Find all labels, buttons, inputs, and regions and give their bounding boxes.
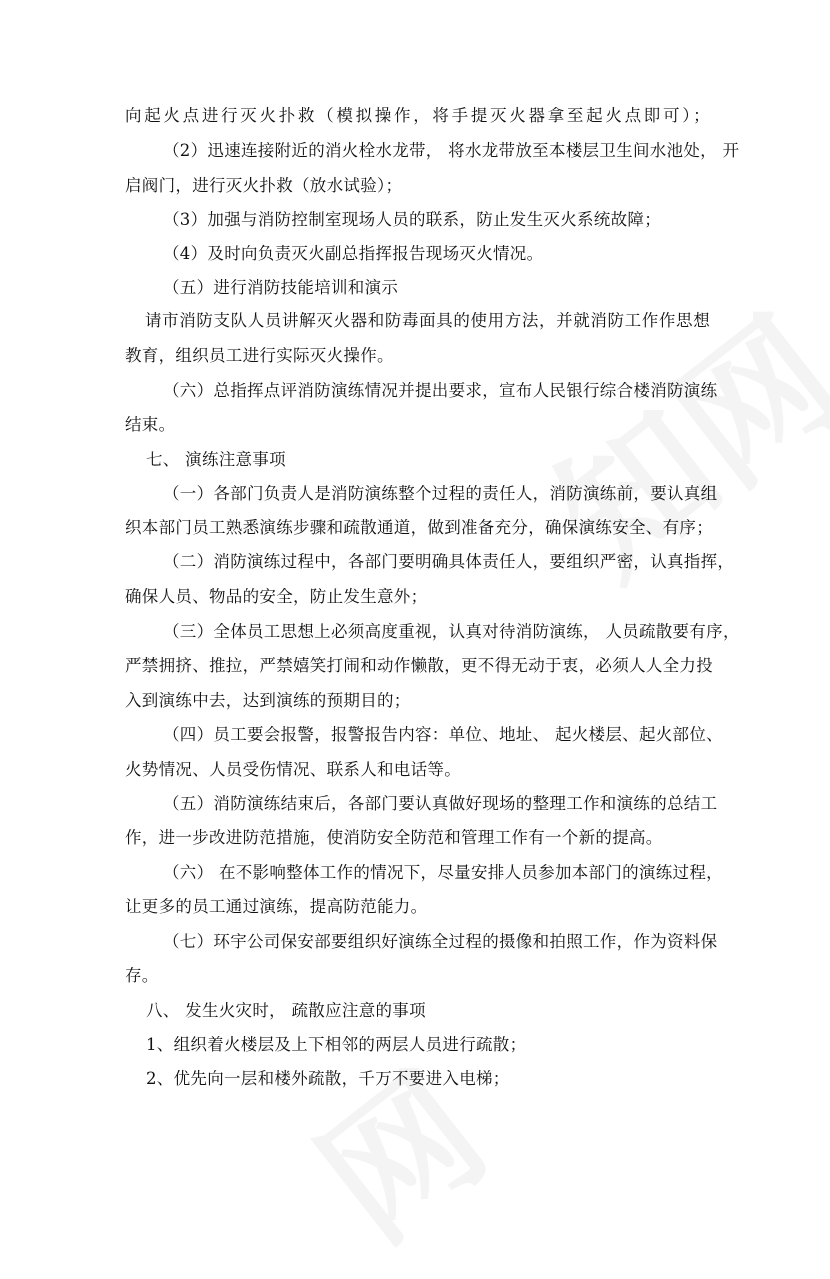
text-line: （七）环宇公司保安部要组织好演练全过程的摄像和拍照工作，作为资料保 xyxy=(163,932,718,951)
text-line: （五）消防演练结束后，各部门要认真做好现场的整理工作和演练的总结工 xyxy=(163,794,718,813)
text-line: 严禁拥挤、推拉，严禁嬉笑打闹和动作懒散，更不得无动于衷，必须人人全力投 xyxy=(125,656,713,675)
text-line: 让更多的员工通过演练，提高防范能力。 xyxy=(125,897,428,916)
text-line: 请市消防支队人员讲解灭火器和防毒面具的使用方法，并就消防工作作思想 xyxy=(145,311,710,330)
text-line: （一）各部门负责人是消防演练整个过程的责任人，消防演练前，要认真组 xyxy=(163,484,718,503)
text-line: （六）总指挥点评消防演练情况并提出要求，宣布人民银行综合楼消防演练 xyxy=(163,381,718,400)
list-item: 2、优先向一层和楼外疏散，千万不要进入电梯； xyxy=(146,1069,510,1088)
section-heading: （五）进行消防技能培训和演示 xyxy=(163,278,399,297)
text-line: （四）员工要会报警，报警报告内容：单位、地址、 起火楼层、起火部位、 xyxy=(163,725,723,744)
text-line: （六） 在不影响整体工作的情况下，尽量安排人员参加本部门的演练过程， xyxy=(163,863,723,882)
text-line: 作，进一步改进防范措施，使消防安全防范和管理工作有一个新的提高。 xyxy=(125,828,663,847)
text-line: （4）及时向负责灭火副总指挥报告现场灭火情况。 xyxy=(163,244,544,263)
text-line: （3）加强与消防控制室现场人员的联系，防止发生灭火系统故障； xyxy=(163,210,661,229)
text-line: 启阀门，进行灭火扑救（放水试验）； xyxy=(125,176,403,195)
text-line: 教育，组织员工进行实际灭火操作。 xyxy=(125,346,394,365)
section-heading: 八、 发生火灾时， 疏散应注意的事项 xyxy=(146,1001,426,1020)
text-line: 织本部门员工熟悉演练步骤和疏散通道，做到准备充分，确保演练安全、有序； xyxy=(125,518,713,537)
text-line: 入到演练中去，达到演练的预期目的； xyxy=(125,691,411,710)
watermark xyxy=(269,1017,520,1279)
text-line: 向起火点进行灭火扑救（模拟操作，将手提灭火器拿至起火点即可）； xyxy=(125,106,710,125)
text-line: （二）消防演练过程中，各部门要明确具体责任人，要组织严密，认真指挥， xyxy=(163,552,735,571)
text-line: 确保人员、物品的安全，防止发生意外； xyxy=(125,587,428,606)
text-line: （2）迅速连接附近的消火栓水龙带， 将水龙带放至本楼层卫生间水池处， 开 xyxy=(163,141,740,160)
list-item: 1、组织着火楼层及上下相邻的两层人员进行疏散； xyxy=(146,1035,527,1054)
text-line: （三）全体员工思想上必须高度重视，认真对待消防演练， 人员疏散要有序， xyxy=(163,622,740,641)
text-line: 结束。 xyxy=(125,415,176,434)
text-line: 存。 xyxy=(125,966,159,985)
section-heading: 七、 演练注意事项 xyxy=(146,450,286,469)
text-line: 火势情况、人员受伤情况、联系人和电话等。 xyxy=(125,760,461,779)
